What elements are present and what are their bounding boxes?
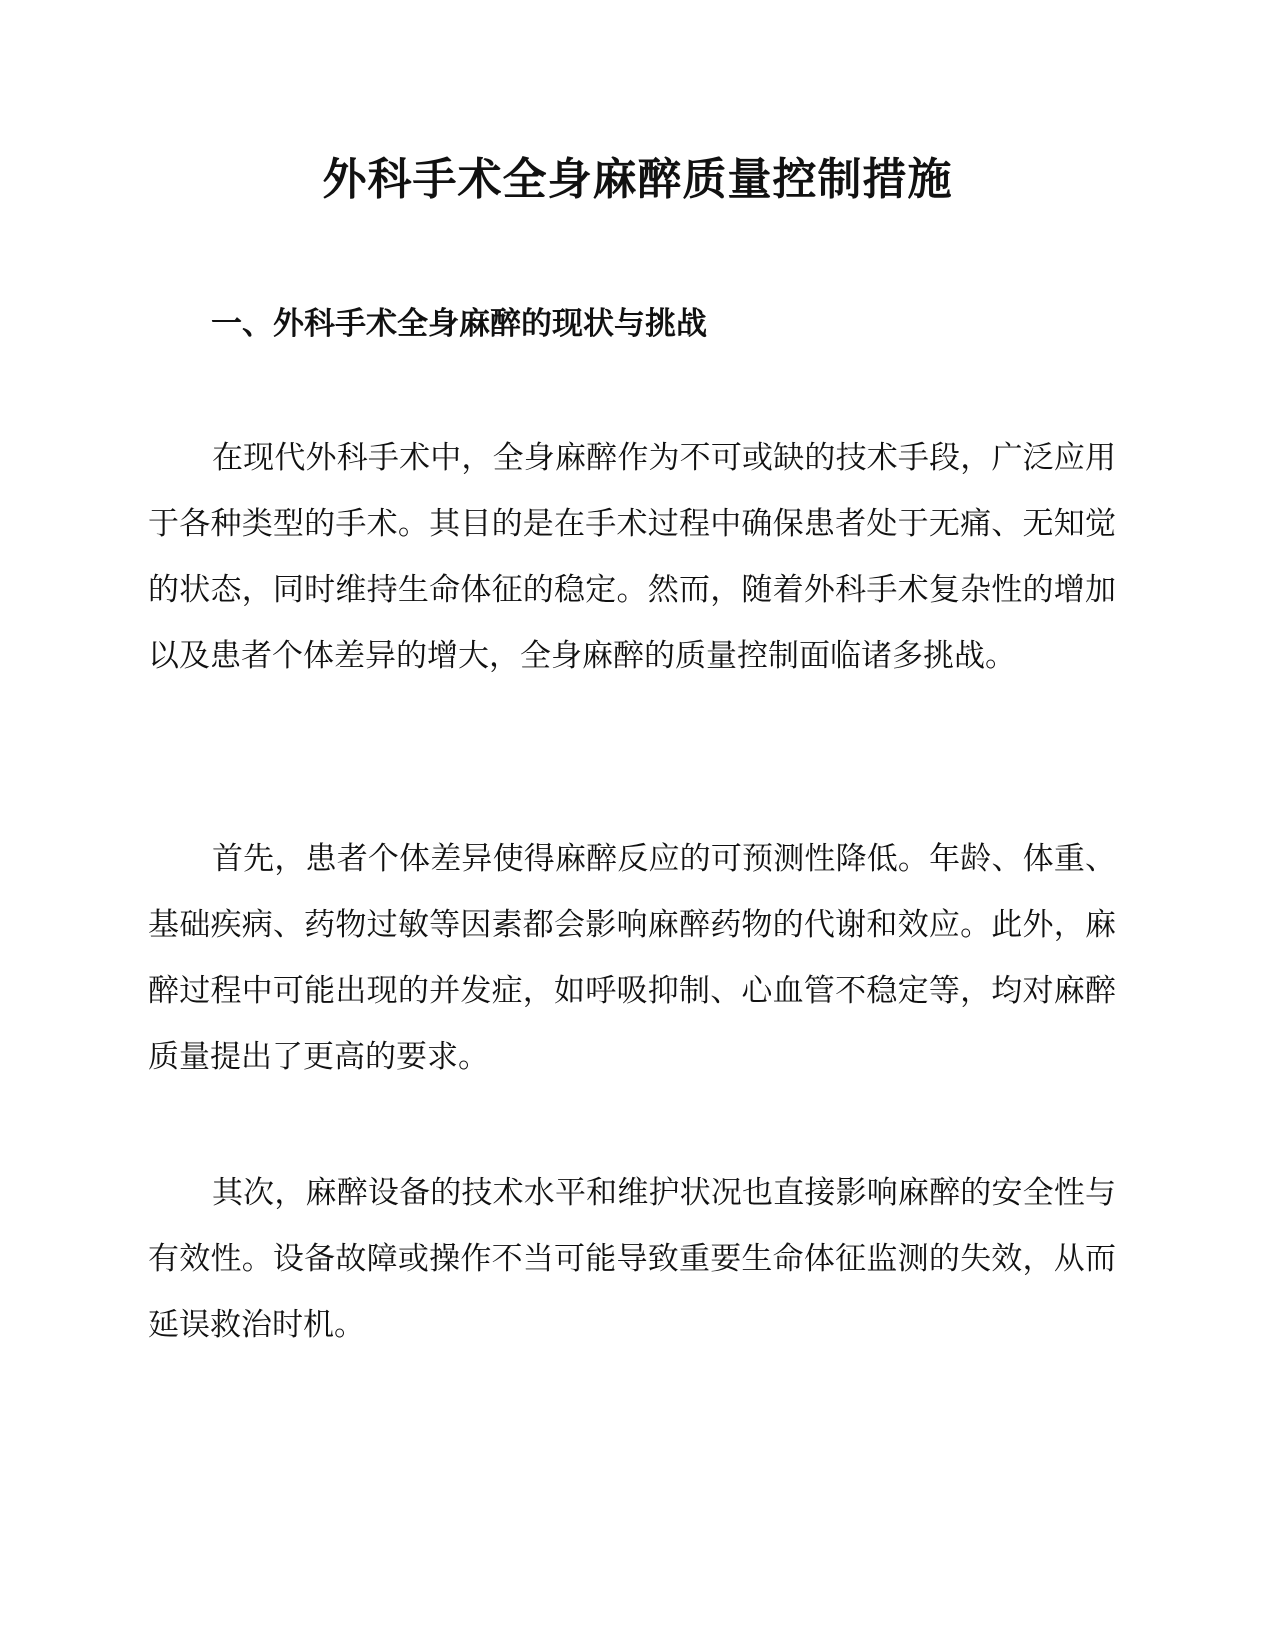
page-title: 外科手术全身麻醉质量控制措施 (322, 154, 953, 205)
section-heading: 一、外科手术全身麻醉的现状与挑战 (211, 306, 707, 342)
paragraph-first-challenge: 首先，患者个体差异使得麻醉反应的可预测性降低。年龄、体重、基础疾病、药物过敏等因素都会影响麻醉药物的代谢和效应。此外，麻醉过程中可能出现的并发症，如呼吸抑制、心血管不稳定等，均对麻醉质量提出了更高的要求。 (148, 841, 1116, 1075)
paragraph-second-challenge: 其次，麻醉设备的技术水平和维护状况也直接影响麻醉的安全性与有效性。设备故障或操作不当可能导致重要生命体征监测的失效，从而延误救治时机。 (148, 1175, 1116, 1343)
paragraph-intro: 在现代外科手术中，全身麻醉作为不可或缺的技术手段，广泛应用于各种类型的手术。其目的是在手术过程中确保患者处于无痛、无知觉的状态，同时维持生命体征的稳定。然而，随着外科手术复杂性的增加以及患者个体差异的增大，全身麻醉的质量控制面临诸多挑战。 (148, 440, 1116, 674)
